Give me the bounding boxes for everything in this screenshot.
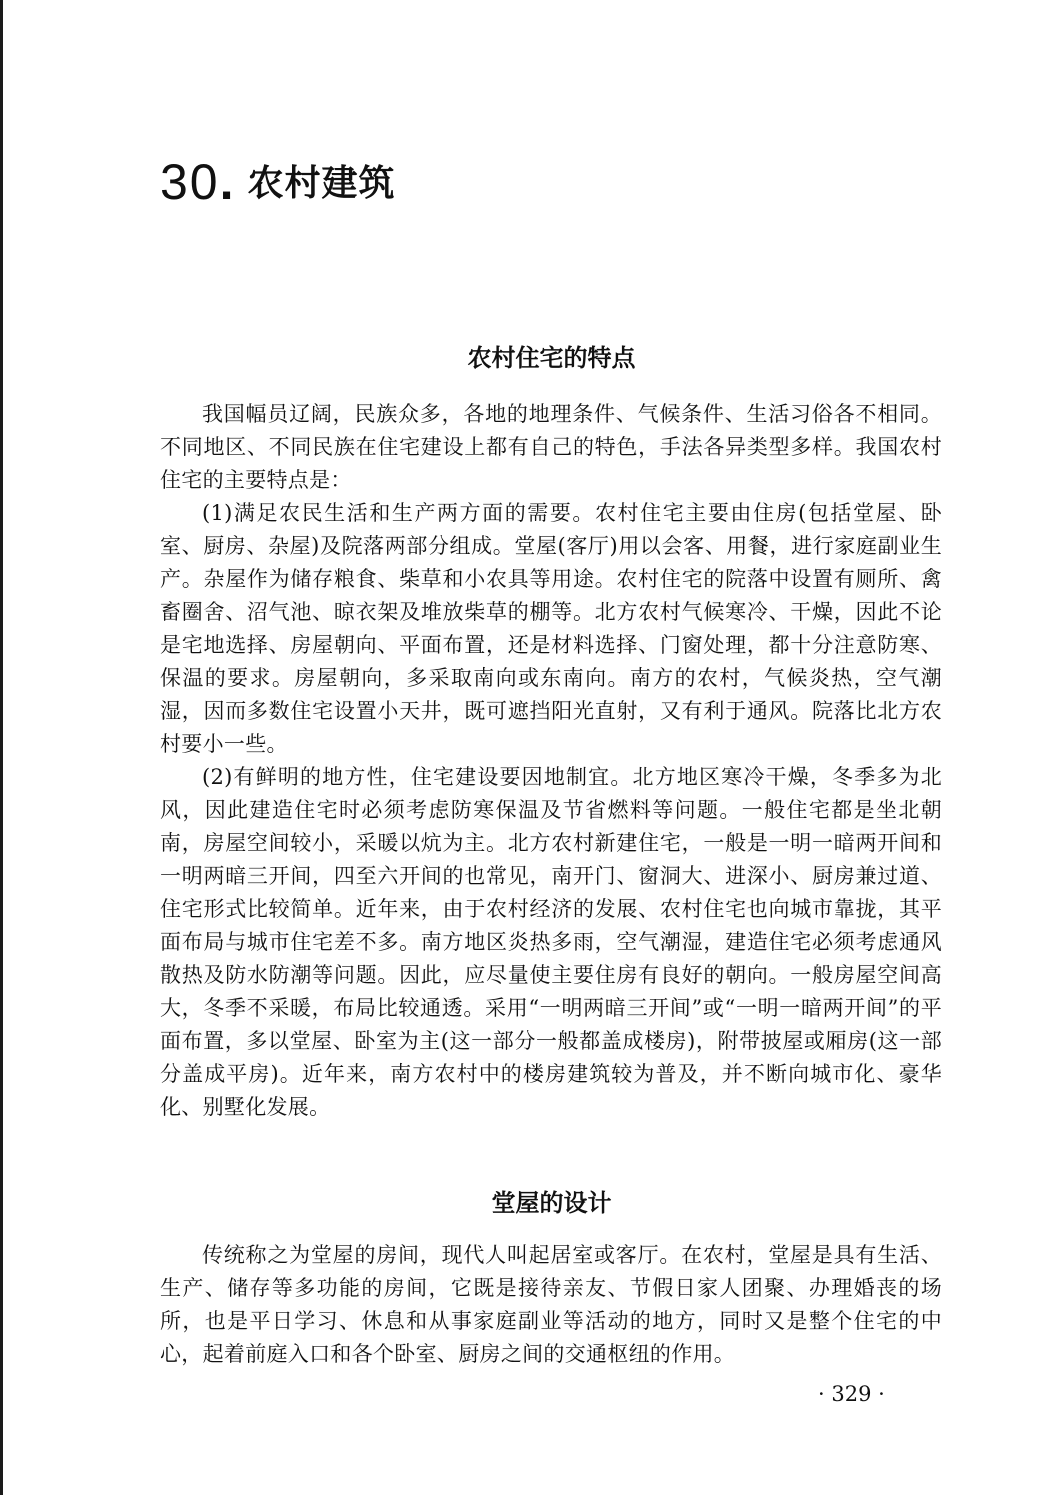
chapter-number: 30 <box>160 154 220 211</box>
chapter-separator: . <box>219 154 234 211</box>
chapter-name: 农村建筑 <box>247 163 396 205</box>
paragraph-point-1: (1)满足农民生活和生产两方面的需要。农村住宅主要由住房(包括堂屋、卧室、厨房、杂屋)及院落两部分组成。堂屋(客厅)用以会客、用餐，进行家庭副业生产。杂屋作为储存粮食、柴草和小农具等用途。农村住宅的院落中设置有厕所、禽畜圈舍、沼气池、晾衣架及堆放柴草的棚等。北方农村气候寒冷、干燥，因此不论是宅地选择、房屋朝向、平面布置，还是材料选择、门窗处理，都十分注意防寒、保温的要求。房屋朝向，多采取南向或东南向。南方的农村，气候炎热，空气潮湿，因而多数住宅设置小天井，既可遮挡阳光直射，又有利于通风。院落比北方农村要小一些。 <box>160 501 942 756</box>
section-heading-hall-design: 堂屋的设计 <box>491 1189 612 1217</box>
chapter-title <box>160 153 396 211</box>
page-number: · 329 · <box>818 1382 885 1406</box>
page-edge <box>0 0 3 1495</box>
paragraph-intro: 我国幅员辽阔，民族众多，各地的地理条件、气候条件、生活习俗各不相同。不同地区、不同民族在住宅建设上都有自己的特色，手法各异类型多样。我国农村住宅的主要特点是： <box>160 402 942 492</box>
paragraph-point-2: (2)有鲜明的地方性，住宅建设要因地制宜。北方地区寒冷干燥，冬季多为北风，因此建造住宅时必须考虑防寒保温及节省燃料等问题。一般住宅都是坐北朝南，房屋空间较小，采暖以炕为主。北方农村新建住宅，一般是一明一暗两开间和一明两暗三开间，四至六开间的也常见，南开门、窗洞大、进深小、厨房兼过道、住宅形式比较简单。近年来，由于农村经济的发展、农村住宅也向城市靠拢，其平面布局与城市住宅差不多。南方地区炎热多雨，空气潮湿，建造住宅必须考虑通风散热及防水防潮等问题。因此，应尽量使主要住房有良好的朝向。一般房屋空间高大，冬季不采暖，布局比较通透。采用“一明两暗三开间”或“一明一暗两开间”的平面布置，多以堂屋、卧室为主(这一部分一般都盖成楼房)，附带披屋或厢房(这一部分盖成平房)。近年来，南方农村中的楼房建筑较为普及，并不断向城市化、豪华化、别墅化发展。 <box>160 765 942 1119</box>
paragraph-hall-design: 传统称之为堂屋的房间，现代人叫起居室或客厅。在农村，堂屋是具有生活、生产、储存等多功能的房间，它既是接待亲友、节假日家人团聚、办理婚丧的场所，也是平日学习、休息和从事家庭副业等活动的地方，同时又是整个住宅的中心，起着前庭入口和各个卧室、厨房之间的交通枢纽的作用。 <box>160 1243 942 1366</box>
section-heading-rural-housing: 农村住宅的特点 <box>467 344 636 372</box>
